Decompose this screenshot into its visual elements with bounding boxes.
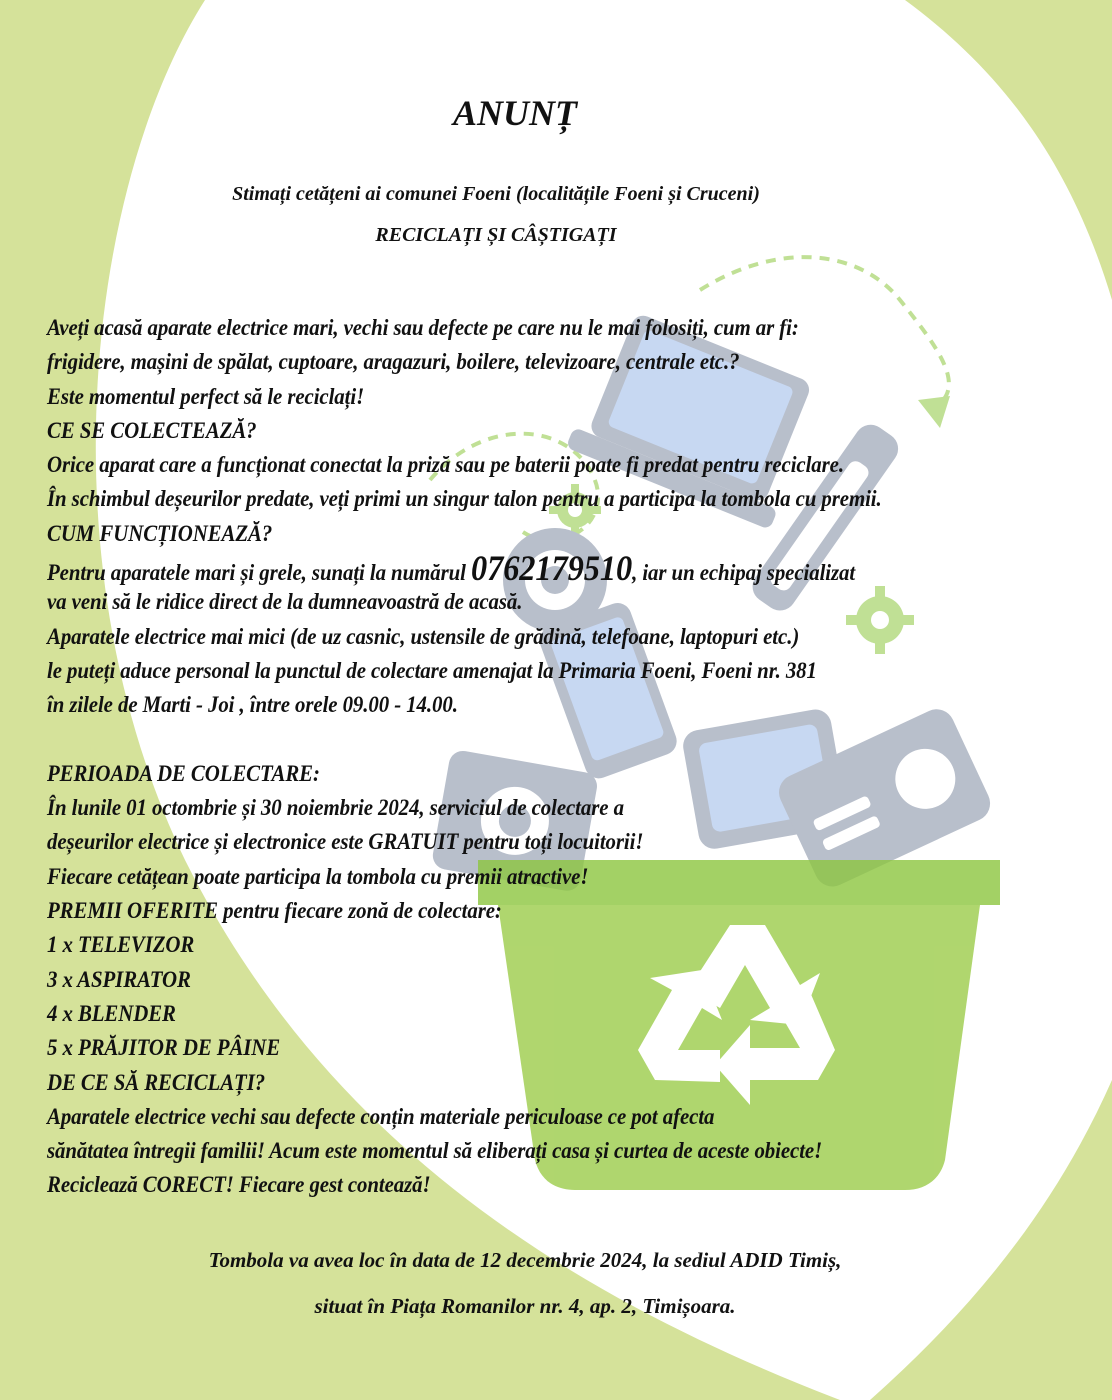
green-wave-top-right — [905, 0, 1112, 300]
body-line: în zilele de Marti - Joi , între orele 09.00 - 14.00. — [47, 692, 458, 719]
body-line: va veni să le ridice direct de la dumneavoastră de acasă. — [47, 589, 523, 616]
phone-number[interactable]: 0762179510 — [470, 548, 633, 589]
prize-item: 3 x ASPIRATOR — [47, 966, 191, 993]
prize-item: 5 x PRĂJITOR DE PÂINE — [47, 1035, 281, 1062]
greeting: Stimați cetățeni ai comunei Foeni (localitățile Foeni și Cruceni) — [232, 183, 760, 205]
body-line: În schimbul deșeurilor predate, veți primi un singur talon pentru a participa la tombola cu premii. — [47, 486, 882, 513]
footer-line: Tombola va avea loc în data de 12 decembrie 2024, la sediul ADID Timiș, — [208, 1248, 842, 1272]
body-line: În lunile 01 octombrie și 30 noiembrie 2024, serviciul de colectare a — [47, 795, 624, 822]
body-line: Reciclează CORECT! Fiecare gest contează! — [47, 1172, 431, 1199]
body-line: Este momentul perfect să le reciclați! — [47, 383, 365, 410]
slogan: RECICLAȚI ȘI CÂȘTIGAȚI — [375, 224, 617, 246]
phone-line-after: , iar un echipaj specializat — [632, 560, 856, 587]
spacer — [47, 723, 882, 757]
announcement-body — [47, 311, 974, 1203]
body-line: frigidere, mașini de spălat, cuptoare, aragazuri, boilere, televizoare, centrale etc.? — [47, 349, 740, 376]
body-line: Fiecare cetățean poate participa la tombola cu premii atractive! — [47, 863, 589, 890]
page-title: ANUNȚ — [453, 93, 577, 133]
body-line: PREMII OFERITE pentru fiecare zonă de colectare: — [47, 898, 502, 925]
body-line: sănătatea întregii familii! Acum este momentul să eliberați casa și curtea de aceste obiecte! — [47, 1138, 823, 1165]
body-line: Aveți acasă aparate electrice mari, vechi sau defecte pe care nu le mai folosiți, cum ar fi: — [47, 315, 799, 341]
body-line: deșeurilor electrice și electronice este GRATUIT pentru toți locuitorii! — [47, 829, 644, 856]
body-line: Orice aparat care a funcționat conectat la priză sau pe baterii poate fi predat pentru reciclare. — [47, 452, 844, 479]
section-heading: CUM FUNCȚIONEAZĂ? — [47, 520, 273, 547]
prize-item: 1 x TELEVIZOR — [47, 932, 195, 959]
phone-line-before: Pentru aparatele mari și grele, sunați la numărul — [47, 560, 471, 587]
prize-item: 4 x BLENDER — [47, 1000, 176, 1027]
section-heading: CE SE COLECTEAZĂ? — [47, 417, 257, 444]
section-heading: DE CE SĂ RECICLAȚI? — [47, 1069, 266, 1096]
body-line: Aparatele electrice mai mici (de uz casnic, ustensile de grădină, telefoane, laptopuri etc.) — [47, 623, 800, 650]
phone-line — [47, 548, 882, 589]
footer-line: situat în Piața Romanilor nr. 4, ap. 2, Timișoara. — [314, 1294, 736, 1318]
body-line: Aparatele electrice vechi sau defecte conțin materiale periculoase ce pot afecta — [47, 1103, 715, 1130]
body-line: le puteți aduce personal la punctul de colectare amenajat la Primaria Foeni, Foeni nr. 381 — [47, 657, 817, 684]
section-heading: PERIOADA DE COLECTARE: — [47, 760, 320, 787]
